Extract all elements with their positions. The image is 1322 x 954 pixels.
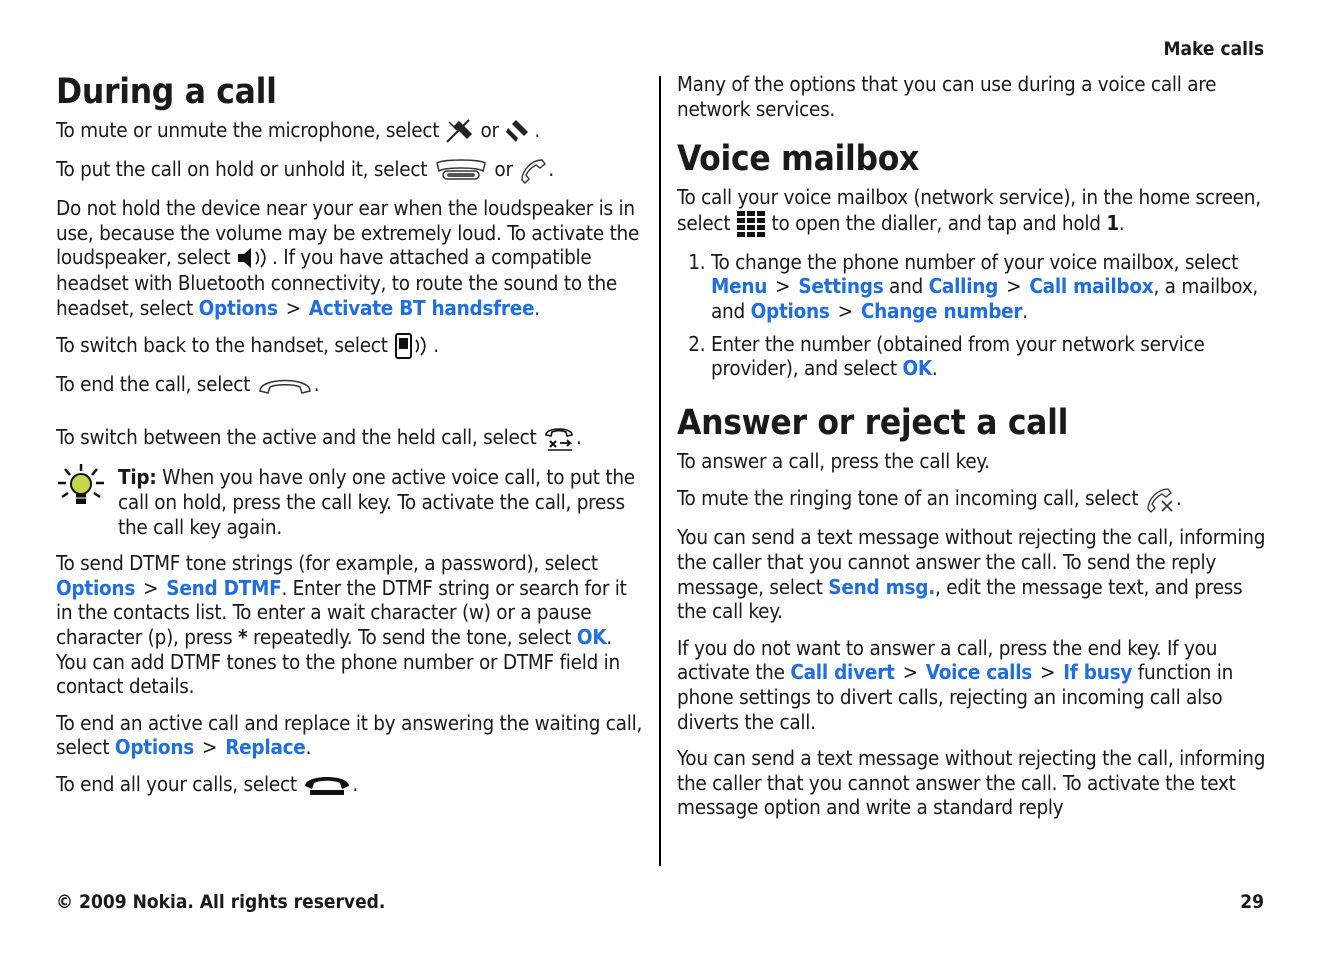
options-menu-link-mailbox[interactable]: Options [750, 298, 830, 323]
voice-mailbox-steps [677, 250, 1267, 381]
dialler-grid-icon [736, 210, 766, 238]
mute-mic-icon [445, 118, 475, 144]
list-item: 2. Enter the number (obtained from your network service provider), and select OK. [711, 332, 1267, 381]
loudspeaker-icon [236, 245, 272, 271]
mute-paragraph: To mute or unmute the microphone, select or . [56, 118, 541, 142]
settings-link[interactable]: Settings [798, 274, 884, 299]
activate-bt-handsfree-link[interactable]: Activate BT handsfree [308, 295, 535, 320]
divert-paragraph: If you do not want to answer a call, press the end key. If you activate the Call divert > Voice calls > If busy function in phone settings to divert calls, rejecting an incoming call also diverts the call. [677, 635, 1234, 734]
call-mailbox-link[interactable]: Call mailbox [1029, 274, 1154, 299]
calling-link[interactable]: Calling [928, 274, 999, 299]
voice-calls-link[interactable]: Voice calls [925, 660, 1033, 685]
tip-block: Tip: When you have only one active voice call, to put the call on hold, press the call key. To activate the call, press the call key again. [56, 465, 646, 539]
left-column [56, 72, 646, 810]
swap-paragraph: To switch between the active and the held call, select . [56, 423, 646, 453]
call-divert-link[interactable]: Call divert [790, 660, 895, 685]
end-call-icon [256, 373, 314, 397]
send-message-paragraph: You can send a text message without rejecting the call, informing the caller that you cannot answer the call. To send the reply message, select Send msg., edit the message text, and press the call key. [677, 525, 1266, 624]
end-all-calls-icon [302, 772, 352, 798]
replace-link[interactable]: Replace [225, 735, 306, 760]
dtmf-paragraph: To send DTMF tone strings (for example, a password), select Options > Send DTMF. Enter the DTMF string or search for it in the contacts list. To enter a wait character (w) or a pause character (p), press * repeatedly. To send the tone, select OK. You can add DTMF tones to the phone number or DTMF field in contact details. [56, 551, 627, 699]
running-header: Make calls [1163, 38, 1264, 60]
unmute-mic-icon [504, 118, 534, 144]
page-number: 29 [1240, 891, 1264, 913]
swap-calls-icon [542, 423, 576, 453]
handset-icon [393, 332, 433, 360]
section-title-voice-mailbox: Voice mailbox [677, 139, 920, 180]
text-message-option-paragraph: You can send a text message without rejecting the call, informing the caller that you cannot answer the call. To activate the text message option and write a standard reply [677, 746, 1266, 820]
end-all-paragraph: To end all your calls, select . [56, 771, 359, 796]
list-item: 1. To change the phone number of your voice mailbox, select Menu > Settings and Calling > Call mailbox, a mailbox, and Options > Change number. [711, 250, 1267, 324]
loudspeaker-paragraph: Do not hold the device near your ear when the loudspeaker is in use, because the volume may be extremely loud. To activate the loudspeaker, select . If you have attached a compatible headset with Bluetooth connectivity, to route the sound to the headset, select Options > Activate BT handsfree. [56, 196, 640, 320]
hold-call-icon [433, 157, 489, 183]
ok-link-dtmf[interactable]: OK [576, 624, 607, 649]
section-title-during-call: During a call [56, 72, 277, 112]
section-title-answer-reject: Answer or reject a call [677, 402, 1069, 443]
footer-copyright: © 2009 Nokia. All rights reserved. [56, 891, 386, 913]
send-dtmf-link[interactable]: Send DTMF [166, 575, 282, 600]
if-busy-link[interactable]: If busy [1063, 660, 1133, 685]
change-number-link[interactable]: Change number [860, 298, 1023, 323]
options-menu-link-replace[interactable]: Options [114, 735, 194, 760]
answer-paragraph: To answer a call, press the call key. [677, 448, 990, 473]
right-column [677, 72, 1267, 832]
end-call-paragraph: To end the call, select . [56, 372, 320, 397]
voice-mailbox-paragraph: To call your voice mailbox (network service), in the home screen, select to open the dialler, and tap and hold 1. [677, 185, 1267, 238]
ok-link-mailbox[interactable]: OK [902, 356, 932, 381]
options-menu-link-dtmf[interactable]: Options [56, 575, 136, 600]
hold-paragraph: To put the call on hold or unhold it, select or . [56, 156, 646, 184]
menu-link[interactable]: Menu [711, 274, 768, 299]
options-menu-link[interactable]: Options [198, 295, 278, 320]
mute-ringing-paragraph: To mute the ringing tone of an incoming call, select . [677, 485, 1267, 513]
column-divider [659, 76, 661, 866]
replace-paragraph: To end an active call and replace it by answering the waiting call, select Options > Replace. [56, 710, 643, 760]
send-msg-link[interactable]: Send msg. [828, 574, 935, 599]
unhold-call-icon [518, 156, 548, 184]
network-services-intro: Many of the options that you can use during a voice call are network services. [677, 72, 1217, 121]
mute-ringtone-icon [1144, 485, 1176, 513]
lightbulb-tip-icon [56, 463, 106, 509]
handset-paragraph: To switch back to the handset, select . [56, 332, 646, 360]
